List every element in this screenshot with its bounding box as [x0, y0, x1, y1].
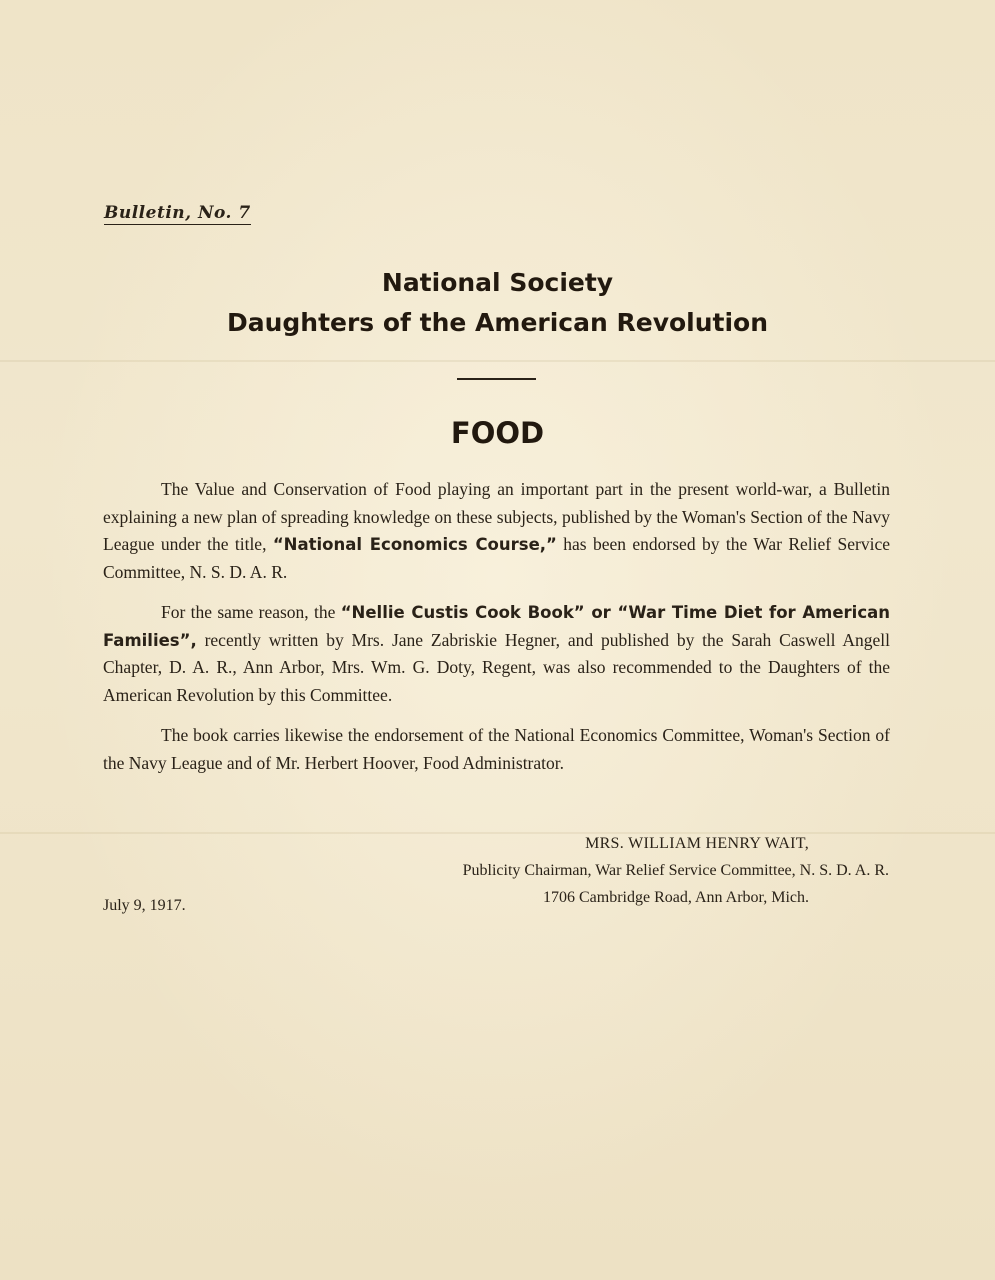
fold-line-upper — [0, 360, 995, 362]
paragraph-2 — [103, 599, 890, 709]
paragraph-2-text-a: For the same reason, the — [161, 602, 341, 622]
paragraph-1-text-a: The Value and Conservation of Food playing an important part in the present world-war, a Bulletin explaining a new plan of spreading knowledge on these subjects, published by the Woman's Section of the Navy League under the title, — [103, 479, 890, 554]
signature-address: 1706 Cambridge Road, Ann Arbor, Mich. — [543, 889, 809, 906]
organization-line-2: Daughters of the American Revolution — [226, 308, 769, 337]
fold-line-lower — [0, 832, 995, 834]
paragraph-2-text-c: recently written by Mrs. Jane Zabriskie Hegner, and published by the Sarah Caswell Angell Chapter, D. A. R., Ann Arbor, Mrs. Wm. G. Doty, Regent, was also recommended to the Daughters of the American Revolution by this Committee. — [103, 629, 890, 705]
paragraph-1-text-c: has been endorsed by the War Relief Service Committee, N. S. D. A. R. — [103, 534, 890, 582]
bulletin-number: Bulletin, No. 7 — [104, 203, 251, 223]
document-date: July 9, 1917. — [103, 897, 186, 914]
paragraph-1-bold-title: “National Economics Course,” — [272, 535, 557, 554]
paragraph-1 — [103, 476, 890, 586]
signature-name: MRS. WILLIAM HENRY WAIT, — [585, 835, 809, 852]
body-text — [103, 476, 890, 790]
signature-title: Publicity Chairman, War Relief Service Committee, N. S. D. A. R. — [462, 862, 889, 879]
title-divider — [457, 378, 536, 380]
document-heading: FOOD — [450, 416, 545, 450]
paragraph-3: The book carries likewise the endorsement of the National Economics Committee, Woman's Section of the Navy League and of Mr. Herbert Hoover, Food Administrator. — [103, 725, 890, 773]
organization-line-1: National Society — [381, 268, 614, 297]
paragraph-2-bold-title: “Nellie Custis Cook Book” or “War Time Diet for American Families”, — [103, 603, 890, 650]
